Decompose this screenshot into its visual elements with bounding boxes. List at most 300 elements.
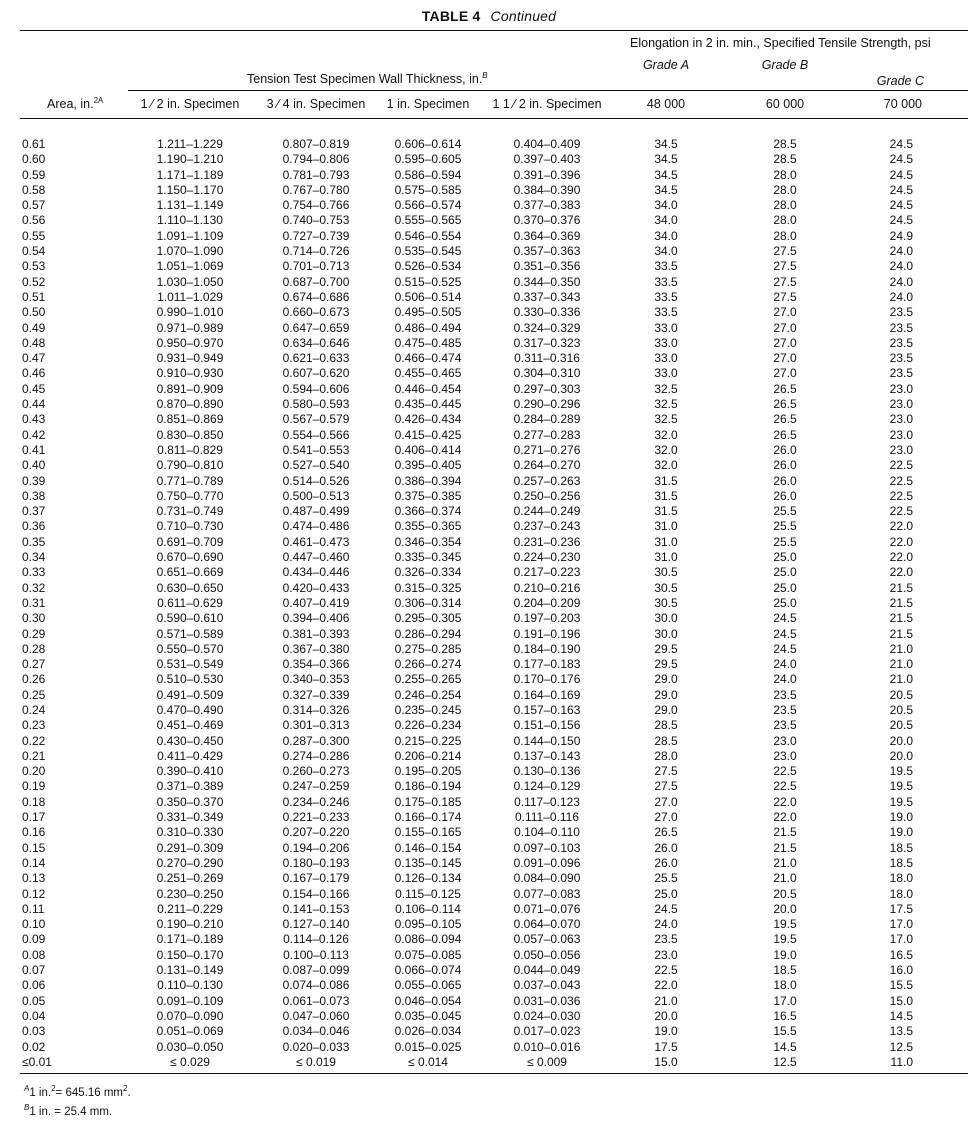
spec-half-cell: ≤ 0.029 xyxy=(170,1054,210,1069)
spec-three-quarter-cell: 0.034–0.046 xyxy=(282,1024,350,1039)
grade-c-cell: 17.5 xyxy=(889,901,913,916)
table-row xyxy=(20,688,968,703)
grade-b-cell: 21.0 xyxy=(773,871,797,886)
spec-three-quarter-cell: 0.061–0.073 xyxy=(282,993,350,1008)
table-row xyxy=(20,412,968,427)
area-cell: 0.36 xyxy=(22,519,46,534)
area-cell: 0.04 xyxy=(22,1008,46,1023)
area-cell: 0.59 xyxy=(22,167,46,182)
grade-c-cell: 18.0 xyxy=(889,871,913,886)
grade-a-cell: 34.5 xyxy=(654,137,678,151)
grade-b-cell: 26.0 xyxy=(773,488,797,503)
table-row xyxy=(20,397,968,412)
grade-c-cell: 21.5 xyxy=(889,611,913,626)
area-cell: 0.61 xyxy=(22,137,46,151)
grade-a-cell: 24.5 xyxy=(654,901,678,916)
area-cell: 0.38 xyxy=(22,488,46,503)
spec-one-cell: 0.166–0.174 xyxy=(394,810,462,825)
grade-c-cell: 24.5 xyxy=(889,198,913,213)
spec-one-half-cell: 0.050–0.056 xyxy=(513,947,581,962)
spec-one-half-cell: 0.117–0.123 xyxy=(514,794,580,809)
table-row xyxy=(20,1055,968,1070)
spec-one-half-cell: 0.297–0.303 xyxy=(513,381,581,396)
grade-a-cell: 31.0 xyxy=(654,534,678,549)
area-cell: 0.52 xyxy=(22,274,46,289)
grade-c-cell: 24.0 xyxy=(889,259,913,274)
grade-a-cell: 32.0 xyxy=(654,427,678,442)
grade-a-cell: 32.5 xyxy=(654,381,678,396)
grade-a-cell: 17.5 xyxy=(654,1039,678,1054)
grade-b-cell: 23.5 xyxy=(773,687,797,702)
table-row xyxy=(20,642,968,657)
spec-half-cell: 0.211–0.229 xyxy=(157,901,223,916)
area-cell: 0.57 xyxy=(22,198,46,213)
grade-a-cell: 30.5 xyxy=(654,595,678,610)
table-row xyxy=(20,963,968,978)
area-cell: 0.54 xyxy=(22,244,46,259)
table-row xyxy=(20,259,968,274)
spec-three-quarter-cell: 0.794–0.806 xyxy=(282,152,350,167)
spec-three-quarter-cell: 0.314–0.326 xyxy=(282,702,350,717)
spec-three-quarter-cell: 0.221–0.233 xyxy=(282,810,350,825)
table-row xyxy=(20,504,968,519)
table-row xyxy=(20,917,968,932)
grade-c-cell: 20.5 xyxy=(889,702,913,717)
grade-b-cell: 25.5 xyxy=(773,504,797,519)
spec-three-quarter-header: 3 ⁄ 4 in. Specimen xyxy=(266,97,366,111)
spec-one-half-cell: 0.330–0.336 xyxy=(513,305,581,320)
area-header xyxy=(47,97,103,111)
strength-b-header: 60 000 xyxy=(765,97,805,111)
spec-half-cell: 0.251–0.269 xyxy=(156,871,224,886)
grade-a-cell: 34.5 xyxy=(654,152,678,167)
grade-a-cell: 29.0 xyxy=(654,702,678,717)
grade-b-cell: 28.5 xyxy=(773,152,797,167)
spec-three-quarter-cell: 0.274–0.286 xyxy=(282,748,350,763)
grade-a-cell: 31.0 xyxy=(654,519,678,534)
grade-c-cell: 21.0 xyxy=(889,672,913,687)
grade-c-cell: 24.5 xyxy=(889,137,913,151)
spec-three-quarter-cell: 0.394–0.406 xyxy=(282,611,350,626)
spec-one-cell: 0.335–0.345 xyxy=(394,550,462,565)
spec-three-quarter-cell: 0.674–0.686 xyxy=(282,289,350,304)
spec-three-quarter-cell: 0.567–0.579 xyxy=(282,412,350,427)
spec-one-cell: 0.495–0.505 xyxy=(394,305,462,320)
spec-one-cell: 0.386–0.394 xyxy=(394,473,462,488)
spec-one-half-cell: 0.324–0.329 xyxy=(513,320,581,335)
table-row xyxy=(20,978,968,993)
spec-three-quarter-cell: 0.621–0.633 xyxy=(282,351,350,366)
grade-b-cell: 15.5 xyxy=(773,1024,797,1039)
table-row xyxy=(20,841,968,856)
grade-b-cell: 28.0 xyxy=(773,228,797,243)
grade-a-cell: 30.5 xyxy=(654,580,678,595)
spec-half-cell: 0.230–0.250 xyxy=(156,886,224,901)
area-cell: 0.03 xyxy=(22,1024,46,1039)
area-cell: 0.34 xyxy=(22,550,46,565)
spec-half-cell: 0.870–0.890 xyxy=(156,397,224,412)
grade-c-cell: 24.5 xyxy=(889,152,913,167)
spec-three-quarter-cell: 0.474–0.486 xyxy=(282,519,350,534)
area-cell: 0.26 xyxy=(22,672,46,687)
spec-three-quarter-cell: 0.047–0.060 xyxy=(282,1008,350,1023)
spec-one-cell: 0.146–0.154 xyxy=(394,840,462,855)
area-cell: 0.46 xyxy=(22,366,46,381)
grade-b-cell: 25.0 xyxy=(773,580,797,595)
grade-a-cell: 34.0 xyxy=(654,228,678,243)
spec-three-quarter-cell: 0.714–0.726 xyxy=(282,244,350,259)
grade-c-cell: 24.5 xyxy=(889,182,913,197)
grade-a-cell: 33.5 xyxy=(654,259,678,274)
grade-a-cell: 26.0 xyxy=(654,840,678,855)
area-cell: 0.39 xyxy=(22,473,46,488)
spec-one-half-cell: 0.091–0.096 xyxy=(513,855,581,870)
footnote-b xyxy=(24,1105,112,1119)
grade-a-cell: 25.0 xyxy=(654,886,678,901)
grade-a-cell: 29.0 xyxy=(654,687,678,702)
area-cell: 0.11 xyxy=(22,901,45,916)
spec-half-cell: 0.750–0.770 xyxy=(156,488,224,503)
spec-three-quarter-cell: 0.354–0.366 xyxy=(282,657,350,672)
header-bottom-rule xyxy=(20,118,968,119)
grade-b-cell: 25.5 xyxy=(773,519,797,534)
spec-one-half-cell: 0.370–0.376 xyxy=(513,213,581,228)
spec-half-cell: 1.211–1.229 xyxy=(157,137,223,151)
table-row xyxy=(20,703,968,718)
spec-one-half-cell: 0.231–0.236 xyxy=(513,534,581,549)
grade-a-cell: 27.5 xyxy=(654,779,678,794)
spec-three-quarter-cell: 0.541–0.553 xyxy=(282,442,350,457)
area-cell: 0.07 xyxy=(22,963,46,978)
spec-three-quarter-cell: 0.487–0.499 xyxy=(282,504,350,519)
area-cell: 0.50 xyxy=(22,305,46,320)
spec-one-cell: 0.266–0.274 xyxy=(394,657,462,672)
spec-one-cell: 0.475–0.485 xyxy=(394,335,462,350)
table-row xyxy=(20,305,968,320)
spec-one-half-cell: 0.344–0.350 xyxy=(513,274,581,289)
strength-a-header: 48 000 xyxy=(646,97,686,111)
spec-one-cell: 0.135–0.145 xyxy=(394,855,462,870)
spec-one-half-cell: 0.250–0.256 xyxy=(513,488,581,503)
spec-three-quarter-cell: 0.127–0.140 xyxy=(282,917,350,932)
spec-half-cell: 1.011–1.029 xyxy=(157,289,223,304)
spec-one-half-cell: 0.351–0.356 xyxy=(513,259,581,274)
grade-c-cell: 19.5 xyxy=(889,794,913,809)
area-cell: 0.55 xyxy=(22,228,46,243)
spec-half-cell: 0.731–0.749 xyxy=(156,504,224,519)
area-cell: 0.08 xyxy=(22,947,46,962)
area-cell: 0.35 xyxy=(22,534,46,549)
area-cell: 0.28 xyxy=(22,641,46,656)
spec-one-half-cell: 0.097–0.103 xyxy=(513,840,581,855)
spec-three-quarter-cell: 0.100–0.113 xyxy=(283,947,349,962)
spec-half-cell: 0.531–0.549 xyxy=(156,657,224,672)
spec-three-quarter-cell: 0.407–0.419 xyxy=(282,595,350,610)
grade-c-cell: 23.5 xyxy=(889,351,913,366)
spec-three-quarter-cell: 0.087–0.099 xyxy=(282,963,350,978)
spec-one-cell: 0.195–0.205 xyxy=(394,764,462,779)
top-rule xyxy=(20,30,968,31)
spec-one-half-cell: 0.157–0.163 xyxy=(513,702,581,717)
area-cell: 0.51 xyxy=(22,289,46,304)
footnote-a-rest-sup: 2 xyxy=(123,1084,128,1094)
footnote-a-rest: = 645.16 mm xyxy=(55,1087,123,1099)
grade-a-cell: 20.0 xyxy=(654,1008,678,1023)
spec-half-cell: 0.931–0.949 xyxy=(156,351,224,366)
table-row xyxy=(20,137,968,152)
spec-one-half-cell: 0.357–0.363 xyxy=(513,244,581,259)
spec-one-cell: 0.415–0.425 xyxy=(394,427,462,442)
table-label: TABLE 4 xyxy=(421,8,481,24)
table-row xyxy=(20,489,968,504)
area-cell: 0.31 xyxy=(22,595,46,610)
table-body xyxy=(20,137,968,1070)
grade-a-cell: 25.5 xyxy=(654,871,678,886)
grade-b-cell: 18.5 xyxy=(773,963,797,978)
grade-c-cell: 20.0 xyxy=(889,733,913,748)
spec-one-cell: 0.046–0.054 xyxy=(394,993,462,1008)
grade-a-cell: 31.0 xyxy=(654,550,678,565)
spec-one-cell: 0.555–0.565 xyxy=(394,213,462,228)
grade-c-cell: 15.0 xyxy=(889,993,913,1008)
spec-half-cell: 1.150–1.170 xyxy=(156,182,224,197)
spec-one-half-cell: 0.071–0.076 xyxy=(513,901,581,916)
grade-b-cell: 24.5 xyxy=(773,641,797,656)
area-cell: 0.29 xyxy=(22,626,46,641)
elongation-group-header: Elongation in 2 in. min., Specified Tensile Strength, psi xyxy=(630,36,931,50)
grade-b-cell: 26.0 xyxy=(773,458,797,473)
strength-c-header: 70 000 xyxy=(883,97,922,111)
spec-one-half-cell: 0.284–0.289 xyxy=(513,412,581,427)
spec-one-cell: 0.346–0.354 xyxy=(394,534,462,549)
spec-one-half-cell: 0.210–0.216 xyxy=(513,580,581,595)
area-footnote-mark: 2A xyxy=(93,95,104,105)
spec-three-quarter-cell: 0.594–0.606 xyxy=(282,381,350,396)
spec-three-quarter-cell: 0.074–0.086 xyxy=(282,978,350,993)
grade-c-cell: 14.5 xyxy=(889,1008,913,1023)
spec-three-quarter-cell: 0.461–0.473 xyxy=(282,534,350,549)
spec-half-cell: 0.891–0.909 xyxy=(156,381,224,396)
grade-c-cell: 17.0 xyxy=(889,932,913,947)
grade-c-cell: 24.5 xyxy=(889,213,913,228)
grade-c-cell: 24.0 xyxy=(889,274,913,289)
grade-c-cell: 13.5 xyxy=(889,1024,913,1039)
spec-three-quarter-cell: 0.114–0.126 xyxy=(283,932,349,947)
spec-one-cell: 0.506–0.514 xyxy=(394,289,462,304)
grade-c-cell: 24.0 xyxy=(889,289,913,304)
spec-one-cell: 0.526–0.534 xyxy=(394,259,462,274)
spec-three-quarter-cell: 0.580–0.593 xyxy=(282,397,350,412)
table-row xyxy=(20,611,968,626)
grade-a-cell: 19.0 xyxy=(654,1024,678,1039)
spec-one-half-cell: 0.264–0.270 xyxy=(513,458,581,473)
grade-c-cell: 23.0 xyxy=(889,427,913,442)
grade-c-cell: 24.5 xyxy=(889,167,913,182)
grade-b-cell: 23.5 xyxy=(773,718,797,733)
grade-b-cell: 27.0 xyxy=(773,335,797,350)
table-row xyxy=(20,718,968,733)
spec-three-quarter-cell: 0.167–0.179 xyxy=(282,871,350,886)
spec-one-cell: 0.606–0.614 xyxy=(394,137,462,151)
table-row xyxy=(20,596,968,611)
grade-b-cell: 26.5 xyxy=(773,427,797,442)
spec-one-cell: 0.066–0.074 xyxy=(394,963,462,978)
spec-half-cell: 0.190–0.210 xyxy=(156,917,224,932)
spec-half-cell: 1.110–1.130 xyxy=(157,213,223,228)
grade-a-cell: 26.5 xyxy=(654,825,678,840)
grade-c-cell: 21.0 xyxy=(889,657,913,672)
area-cell: 0.19 xyxy=(22,779,46,794)
grade-c-cell: 22.5 xyxy=(889,504,913,519)
grade-c-cell: 22.0 xyxy=(889,565,913,580)
table-row xyxy=(20,152,968,167)
table-row xyxy=(20,764,968,779)
spec-half-cell: 0.651–0.669 xyxy=(156,565,224,580)
grade-c-cell: 17.0 xyxy=(889,917,913,932)
grade-a-cell: 23.0 xyxy=(654,947,678,962)
spec-three-quarter-cell: 0.660–0.673 xyxy=(282,305,350,320)
grade-c-cell: 21.0 xyxy=(889,641,913,656)
grade-b-cell: 26.0 xyxy=(773,473,797,488)
area-cell: 0.10 xyxy=(22,917,46,932)
grade-a-cell: 28.5 xyxy=(654,718,678,733)
grade-b-cell: 22.5 xyxy=(773,764,797,779)
spec-one-half-cell: 0.124–0.129 xyxy=(513,779,581,794)
spec-half-cell: 0.110–0.130 xyxy=(157,978,223,993)
grade-a-cell: 23.5 xyxy=(654,932,678,947)
grade-c-cell: 15.5 xyxy=(889,978,913,993)
footnote-a-mark: A xyxy=(24,1084,30,1094)
footnote-b-mark: B xyxy=(24,1103,30,1113)
table-row xyxy=(20,810,968,825)
table-row xyxy=(20,443,968,458)
table-row xyxy=(20,581,968,596)
spec-one-half-cell: 0.024–0.030 xyxy=(513,1008,581,1023)
spec-half-cell: 0.491–0.509 xyxy=(156,687,224,702)
spec-one-half-cell: 0.184–0.190 xyxy=(513,641,581,656)
table-row xyxy=(20,213,968,228)
spec-three-quarter-cell: 0.514–0.526 xyxy=(282,473,350,488)
grade-a-cell: 24.0 xyxy=(654,917,678,932)
spec-one-header: 1 in. Specimen xyxy=(386,97,470,111)
grade-b-cell: 19.5 xyxy=(773,917,797,932)
table-title xyxy=(0,8,978,24)
table-row xyxy=(20,856,968,871)
grade-c-cell: 16.5 xyxy=(889,947,913,962)
area-cell: 0.30 xyxy=(22,611,46,626)
spec-half-cell: 0.310–0.330 xyxy=(156,825,224,840)
spec-three-quarter-cell: 0.687–0.700 xyxy=(282,274,350,289)
grade-a-cell: 26.0 xyxy=(654,855,678,870)
area-cell: 0.18 xyxy=(22,794,46,809)
grade-a-cell: 21.0 xyxy=(654,993,678,1008)
spec-three-quarter-cell: 0.247–0.259 xyxy=(282,779,350,794)
spec-one-cell: 0.035–0.045 xyxy=(394,1008,462,1023)
footnote-a xyxy=(24,1086,131,1100)
grade-b-cell: 24.5 xyxy=(773,611,797,626)
spec-half-header: 1 ⁄ 2 in. Specimen xyxy=(140,97,240,111)
grade-b-cell: 28.0 xyxy=(773,213,797,228)
spec-half-cell: 0.150–0.170 xyxy=(156,947,224,962)
spec-half-cell: 0.950–0.970 xyxy=(156,335,224,350)
table-row xyxy=(20,474,968,489)
grade-a-cell: 32.0 xyxy=(654,442,678,457)
grade-b-cell: 25.0 xyxy=(773,565,797,580)
table-row xyxy=(20,198,968,213)
table-row xyxy=(20,779,968,794)
spec-one-cell: 0.075–0.085 xyxy=(394,947,462,962)
spec-half-cell: 0.030–0.050 xyxy=(156,1039,224,1054)
area-cell: 0.40 xyxy=(22,458,46,473)
spec-one-cell: 0.246–0.254 xyxy=(394,687,462,702)
table-row xyxy=(20,535,968,550)
grade-b-cell: 22.0 xyxy=(773,810,797,825)
spec-half-cell: 0.830–0.850 xyxy=(156,427,224,442)
footnote-a-text: 1 in. xyxy=(29,1087,52,1099)
grade-a-cell: 27.0 xyxy=(654,810,678,825)
grade-a-cell: 29.0 xyxy=(654,672,678,687)
area-cell: 0.14 xyxy=(22,855,46,870)
spec-one-cell: ≤ 0.014 xyxy=(408,1054,448,1069)
grade-c-cell: 22.5 xyxy=(889,488,913,503)
grade-a-cell: 33.0 xyxy=(654,366,678,381)
table-row xyxy=(20,795,968,810)
spec-half-cell: 0.350–0.370 xyxy=(156,794,224,809)
spec-one-cell: 0.226–0.234 xyxy=(394,718,462,733)
grade-b-cell: 12.5 xyxy=(773,1054,797,1069)
table-row xyxy=(20,321,968,336)
area-cell: 0.41 xyxy=(22,442,46,457)
area-cell: 0.49 xyxy=(22,320,46,335)
spec-half-cell: 0.171–0.189 xyxy=(156,932,224,947)
spec-one-half-cell: 0.244–0.249 xyxy=(513,504,581,519)
spec-one-half-cell: 0.111–0.116 xyxy=(514,810,580,825)
table-row xyxy=(20,1009,968,1024)
spec-one-cell: 0.235–0.245 xyxy=(394,702,462,717)
grade-a-cell: 34.5 xyxy=(654,182,678,197)
spec-one-half-cell: 0.197–0.203 xyxy=(513,611,581,626)
table-row xyxy=(20,550,968,565)
spec-three-quarter-cell: 0.367–0.380 xyxy=(282,641,350,656)
spec-three-quarter-cell: ≤ 0.019 xyxy=(296,1054,336,1069)
spec-one-half-cell: 0.010–0.016 xyxy=(513,1039,581,1054)
spec-three-quarter-cell: 0.527–0.540 xyxy=(282,458,350,473)
area-cell: 0.24 xyxy=(22,702,46,717)
spec-three-quarter-cell: 0.020–0.033 xyxy=(282,1039,350,1054)
grade-b-cell: 16.5 xyxy=(773,1008,797,1023)
spec-one-cell: 0.586–0.594 xyxy=(394,167,462,182)
area-cell: 0.58 xyxy=(22,182,46,197)
spec-one-half-cell: 0.217–0.223 xyxy=(513,565,581,580)
spec-half-cell: 0.811–0.829 xyxy=(157,442,223,457)
grade-b-cell: 28.5 xyxy=(773,137,797,151)
table-row xyxy=(20,382,968,397)
spec-three-quarter-cell: 0.447–0.460 xyxy=(282,550,350,565)
spec-three-quarter-cell: 0.381–0.393 xyxy=(282,626,350,641)
grade-a-cell: 30.5 xyxy=(654,565,678,580)
spec-one-half-cell: 0.130–0.136 xyxy=(513,764,581,779)
table-row xyxy=(20,902,968,917)
grade-c-cell: 20.0 xyxy=(889,748,913,763)
spec-half-cell: 0.470–0.490 xyxy=(156,702,224,717)
grade-a-cell: 32.0 xyxy=(654,458,678,473)
spec-one-cell: 0.186–0.194 xyxy=(394,779,462,794)
table-row xyxy=(20,1024,968,1039)
spec-one-cell: 0.366–0.374 xyxy=(394,504,462,519)
table-row xyxy=(20,887,968,902)
spec-half-cell: 0.270–0.290 xyxy=(156,855,224,870)
spec-one-cell: 0.535–0.545 xyxy=(394,244,462,259)
